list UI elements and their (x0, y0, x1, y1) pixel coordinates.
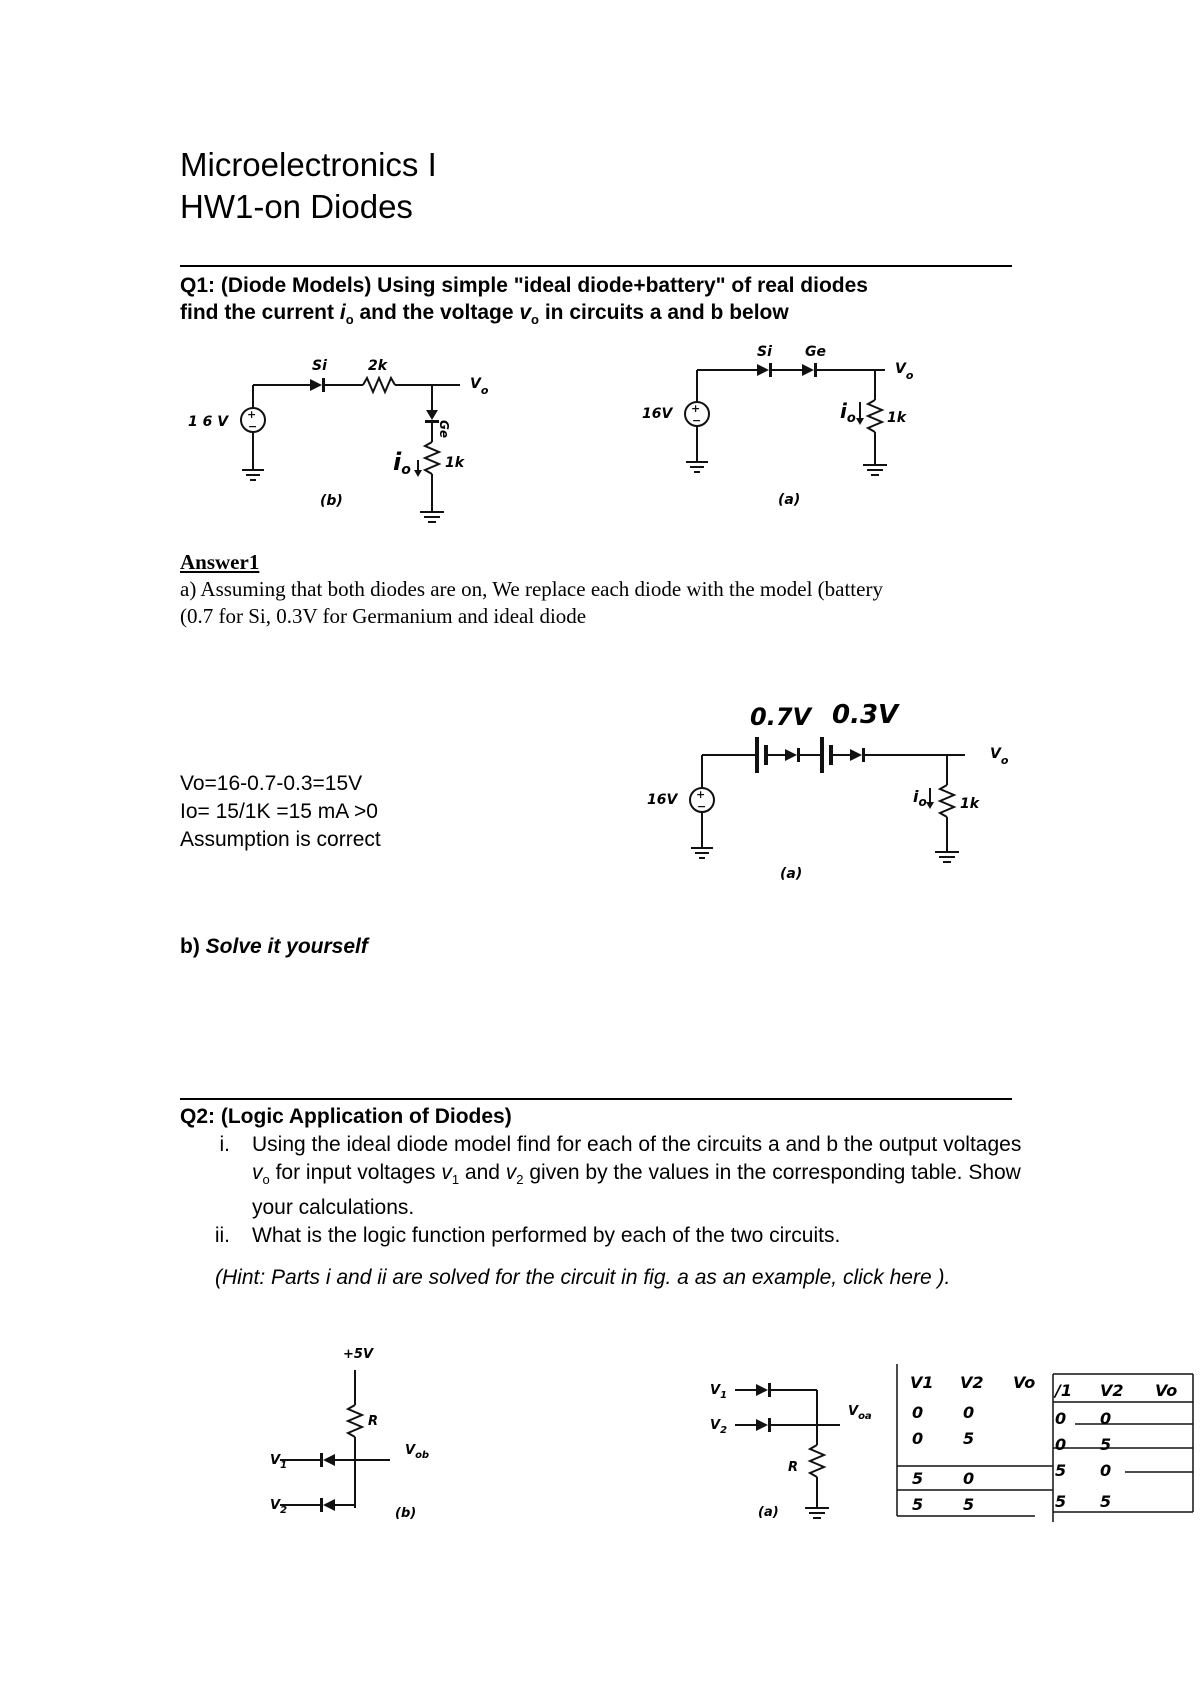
q1b-figure-label: (b) (320, 493, 343, 509)
q2-items (180, 1131, 1022, 1250)
t1-header-vo: Vo (1013, 1373, 1036, 1392)
q1b-resistor1-label: 2k (368, 358, 388, 374)
t2-r1-v2: 0 (1100, 1409, 1112, 1428)
q2-item-1-text: Using the ideal diode model find for each of the circuits a and b the output voltages $v_o$ for input voltages $v_1$ and $v_2$ given by the values in the corresponding table. Show your calculations. (252, 1133, 1022, 1220)
q2-item-2-num: ii. (214, 1224, 230, 1248)
model-battery2-label: 0.3V (832, 700, 899, 730)
q2-hint[interactable]: (Hint: Parts i and ii are solved for the circuit in fig. a as an example, click here ). (215, 1266, 951, 1289)
svg-text:−: − (697, 800, 707, 813)
t1-header-v2: V2 (960, 1373, 984, 1392)
divider-q1 (180, 265, 1012, 267)
truth-tables (895, 1362, 1200, 1522)
q1-text-b: and the voltage (353, 301, 520, 324)
q1-text-c: in circuits a and b below (538, 301, 789, 324)
t1-r1-v2: 0 (963, 1403, 975, 1422)
t1-r4-v1: 5 (912, 1495, 924, 1514)
q2a-input2-label: $V_2$ (710, 1418, 728, 1436)
title-line2: HW1-on Diodes (180, 188, 413, 225)
t1-header-v1: V1 (910, 1373, 934, 1392)
t2-r4-v2: 5 (1100, 1492, 1112, 1511)
t1-r4-v2: 5 (963, 1495, 975, 1514)
q1a-figure-label: (a) (778, 492, 801, 508)
answer1-calculation (180, 770, 381, 854)
q2-circuit-a (700, 1365, 890, 1535)
q1-vo-sub: o (531, 312, 539, 328)
model-output-label: $V_o$ (990, 746, 1009, 767)
answer1-line2: (0.7 for Si, 0.3V for Germanium and ideal diode (180, 604, 587, 628)
t1-r2-v2: 5 (963, 1429, 975, 1448)
calc-line1: Vo=16-0.7-0.3=15V (180, 772, 363, 795)
q1-heading-line2 (180, 299, 1020, 333)
model-battery1-label: 0.7V (750, 703, 812, 731)
answer1-heading: Answer1 (180, 550, 260, 574)
t1-r3-v2: 0 (963, 1469, 975, 1488)
t2-r3-v1: 5 (1055, 1461, 1067, 1480)
q1-io: i (339, 301, 346, 324)
calc-line3: Assumption is correct (180, 828, 381, 851)
svg-text:−: − (248, 420, 258, 433)
title-line1: Microelectronics I (180, 146, 437, 183)
t1-r3-v1: 5 (912, 1469, 924, 1488)
q1-circuit-b (180, 340, 510, 535)
table2 (1053, 1381, 1177, 1511)
divider-q2 (180, 1098, 1012, 1100)
q1a-current-label: $i_o$ (840, 399, 856, 426)
q2-item-1-num: i. (219, 1133, 230, 1156)
t1-r1-v1: 0 (912, 1403, 924, 1422)
model-resistor-label: 1k (960, 796, 980, 812)
q1a-diode2-label: Ge (805, 344, 826, 360)
q1-vo: v (519, 301, 532, 324)
q2b-figure-label: (b) (395, 1506, 417, 1521)
model-current-label: $i_o$ (913, 787, 927, 809)
t2-header-v1: /1 (1055, 1381, 1072, 1400)
q2-circuit-b (240, 1340, 480, 1530)
q1a-source-label: 16V (642, 406, 673, 422)
q1-heading-line1: Q1: (Diode Models) Using simple "ideal diode+battery" of real diodes (180, 274, 868, 297)
svg-text:−: − (692, 414, 702, 427)
q1a-diode1-label: Si (757, 344, 772, 360)
answer1-block (180, 549, 1020, 630)
q1b-diode1-label: Si (312, 358, 327, 374)
q2-item-2 (180, 1222, 1022, 1250)
q1-heading (180, 272, 1020, 333)
q2b-resistor-label: R (368, 1414, 379, 1429)
svg-text:+: + (696, 788, 706, 801)
q1-io-sub: o (345, 312, 354, 328)
t2-header-v2: V2 (1100, 1381, 1124, 1400)
q1-circuit-a (640, 340, 940, 520)
t1-r2-v1: 0 (912, 1429, 924, 1448)
q1b-resistor2-label: 1k (445, 455, 465, 471)
q2b-input2-label: $V_2$ (270, 1498, 288, 1516)
t2-r2-v2: 5 (1100, 1435, 1112, 1454)
q2a-resistor-label: R (788, 1460, 799, 1475)
part-b-label: b) (180, 935, 206, 958)
q2a-figure-label: (a) (758, 1505, 779, 1520)
q1b-output-label: $V_o$ (470, 376, 489, 397)
doc-title (180, 144, 437, 228)
q1b-diode2-label: Ge (437, 420, 451, 438)
q2b-input1-label: $V_1$ (270, 1453, 288, 1471)
t2-header-vo: Vo (1155, 1381, 1178, 1400)
q2b-output-label: $V_{ob}$ (405, 1443, 430, 1461)
q2b-supply-label: +5V (343, 1347, 373, 1362)
t2-r4-v1: 5 (1055, 1492, 1067, 1511)
answer1-model-circuit (645, 690, 1025, 900)
q1b-source-label: 1 6 V (188, 414, 229, 430)
table1 (910, 1373, 1035, 1514)
q1a-resistor-label: 1k (887, 410, 907, 426)
svg-text:+: + (691, 402, 701, 415)
t2-r3-v2: 0 (1100, 1461, 1112, 1480)
q2a-input1-label: $V_1$ (710, 1383, 728, 1401)
svg-text:+: + (247, 408, 257, 421)
q1a-output-label: $V_o$ (895, 361, 914, 382)
q1b-current-label: io (393, 448, 411, 478)
q2-heading: Q2: (Logic Application of Diodes) (180, 1105, 512, 1128)
q1-text-a: find the current (180, 301, 340, 324)
q2-item-1 (180, 1131, 1022, 1222)
part-b (180, 935, 368, 959)
q2a-output-label: $V_{oa}$ (848, 1404, 872, 1422)
calc-line2: Io= 15/1K =15 mA >0 (180, 800, 378, 823)
answer1-line1: a) Assuming that both diodes are on, We replace each diode with the model (battery (180, 577, 883, 601)
part-b-text: Solve it yourself (205, 935, 368, 958)
model-source-label: 16V (647, 792, 678, 808)
t2-r2-v1: 0 (1055, 1435, 1067, 1454)
q2-item-2-text: What is the logic function performed by each of the two circuits. (252, 1224, 841, 1248)
t2-r1-v1: 0 (1055, 1409, 1067, 1428)
model-figure-label: (a) (780, 866, 803, 882)
